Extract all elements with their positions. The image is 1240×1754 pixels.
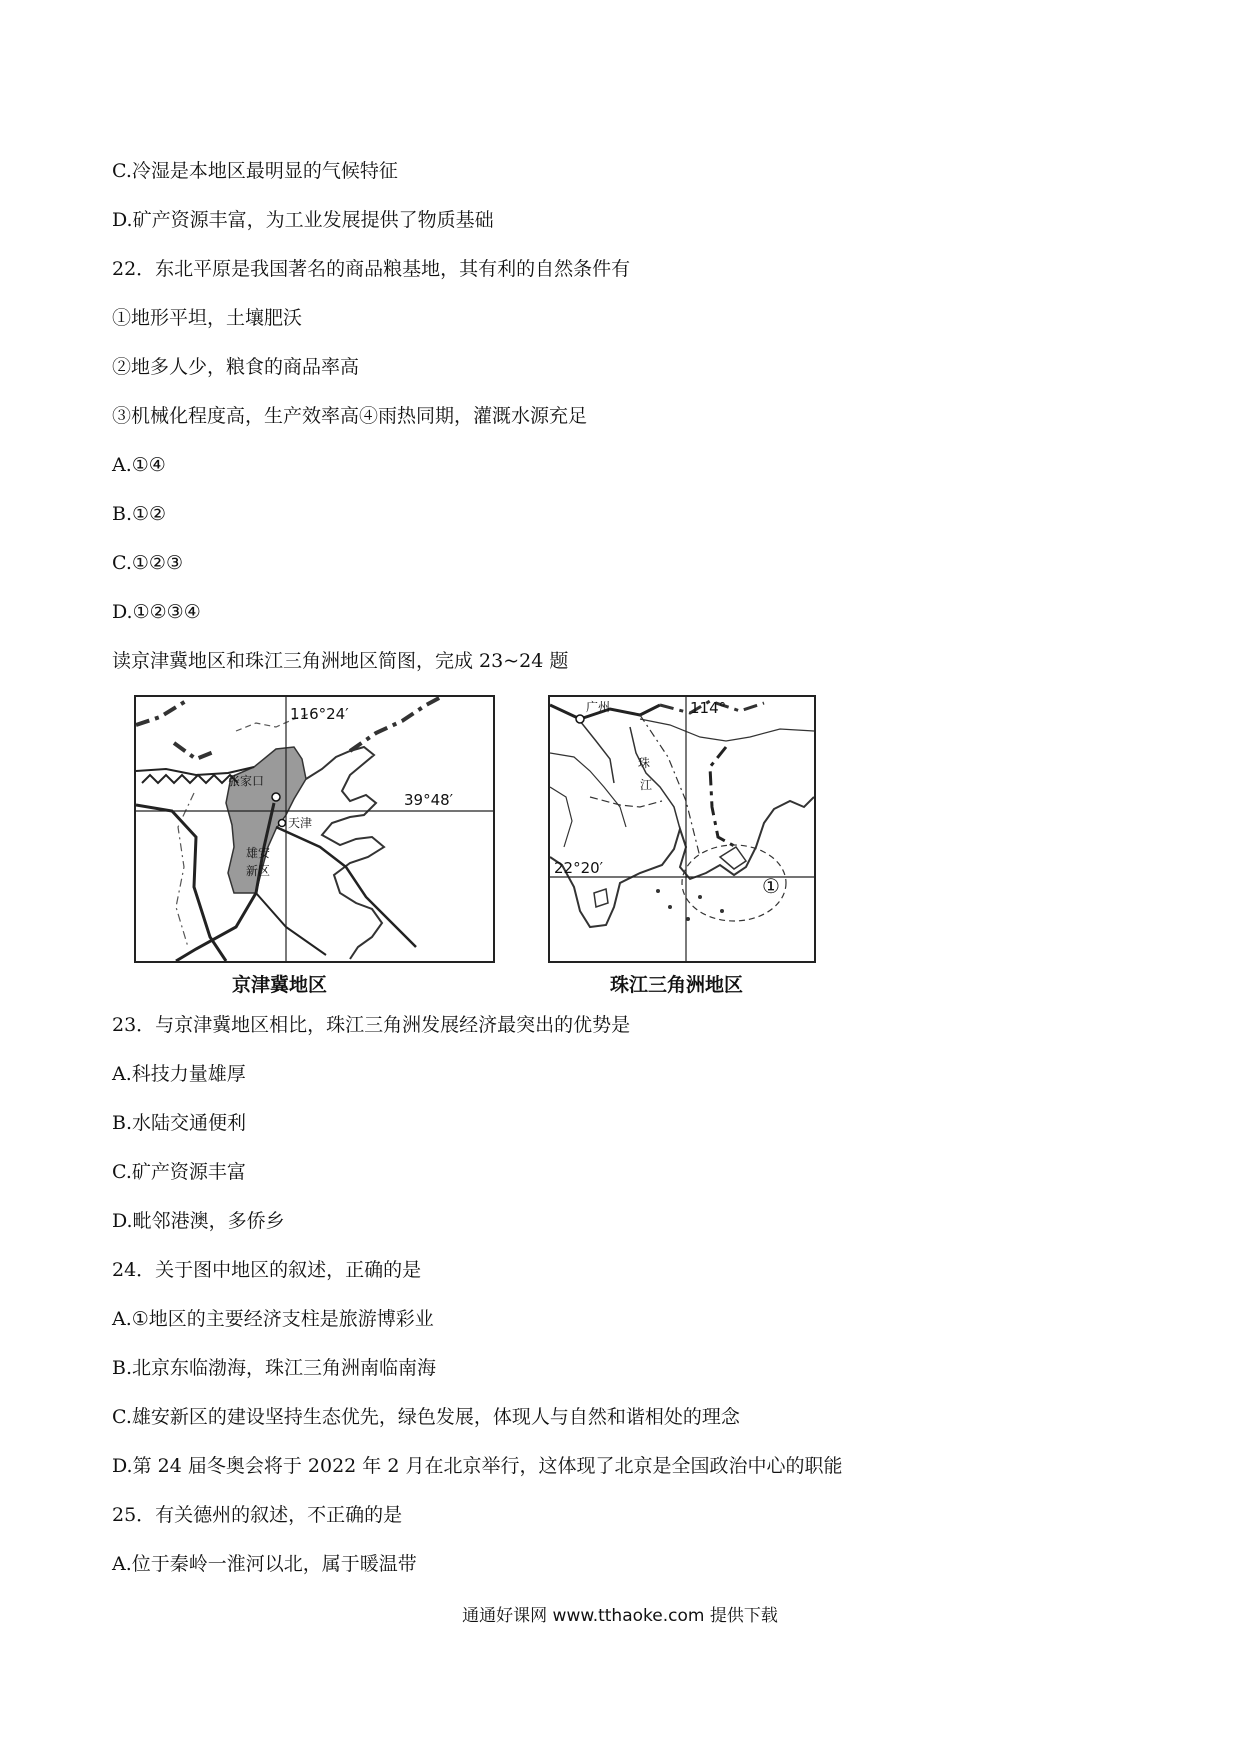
island	[720, 847, 746, 869]
caption-pearl-river-delta: 珠江三角洲地区	[610, 974, 744, 996]
tianjin-marker	[279, 820, 286, 827]
caption-jingjinji: 京津冀地区	[232, 974, 328, 996]
option-22-a: A.①④	[112, 454, 166, 476]
railway	[276, 827, 416, 947]
option-23-a: A.科技力量雄厚	[112, 1063, 246, 1085]
island-dot	[698, 895, 702, 899]
river-branch	[550, 787, 572, 847]
statement-3-4: ③机械化程度高，生产效率高④雨热同期，灌溉水源充足	[112, 405, 588, 427]
latitude-label: 39°48′	[404, 791, 454, 809]
statement-2: ②地多人少，粮食的商品率高	[112, 356, 360, 378]
option-25-a: A.位于秦岭一淮河以北，属于暖温带	[112, 1553, 417, 1575]
marker-1-label: ①	[762, 874, 780, 898]
option-23-c: C.矿产资源丰富	[112, 1161, 246, 1183]
label-zhujiang-1: 珠	[638, 756, 651, 770]
pearl-river	[630, 727, 680, 829]
option-23-b: B.水陆交通便利	[112, 1112, 247, 1134]
option-23-d: D.毗邻港澳，多侨乡	[112, 1210, 285, 1232]
longitude-label: 114°	[690, 699, 727, 717]
boundary-line	[350, 697, 441, 751]
option-24-a: A.①地区的主要经济支柱是旅游博彩业	[112, 1308, 434, 1330]
island-dot	[720, 909, 724, 913]
island-dot	[668, 905, 672, 909]
guangzhou-marker	[576, 715, 584, 723]
question-25: 25．有关德州的叙述，不正确的是	[112, 1504, 403, 1526]
option-21-c: C.冷湿是本地区最明显的气候特征	[112, 160, 398, 182]
river-branch	[580, 721, 614, 783]
question-24: 24．关于图中地区的叙述，正确的是	[112, 1259, 422, 1281]
label-zhangjiakou: 张家口	[228, 774, 265, 788]
label-zhujiang-2: 江	[640, 778, 653, 792]
option-21-d: D.矿产资源丰富，为工业发展提供了物质基础	[112, 209, 494, 231]
option-24-c: C.雄安新区的建设坚持生态优先，绿色发展，体现人与自然和谐相处的理念	[112, 1406, 740, 1428]
label-guangzhou: 广州	[586, 700, 611, 714]
option-24-b: B.北京东临渤海，珠江三角洲南临南海	[112, 1357, 437, 1379]
option-22-d: D.①②③④	[112, 601, 201, 623]
map-instruction: 读京津冀地区和珠江三角洲地区简图，完成 23~24 题	[112, 650, 569, 672]
option-22-c: C.①②③	[112, 552, 183, 574]
label-xiongan-1: 雄安	[246, 846, 271, 860]
great-wall-symbol	[142, 775, 238, 783]
longitude-label: 116°24′	[290, 705, 349, 723]
boundary-line	[590, 797, 662, 807]
boundary-line	[710, 747, 736, 847]
coastline	[306, 747, 384, 959]
label-tianjin: 天津	[288, 816, 313, 830]
option-22-b: B.①②	[112, 503, 167, 525]
boundary-line	[136, 701, 216, 759]
river-branch	[550, 753, 626, 827]
latitude-label: 22°20′	[554, 859, 604, 877]
question-22: 22．东北平原是我国著名的商品粮基地，其有利的自然条件有	[112, 258, 631, 280]
beijing-marker	[272, 793, 280, 801]
island	[594, 889, 608, 907]
map-jingjinji	[134, 695, 495, 963]
label-xiongan-2: 新区	[246, 864, 271, 878]
question-23: 23．与京津冀地区相比，珠江三角洲发展经济最突出的优势是	[112, 1014, 631, 1036]
map-pearl-river-delta	[548, 695, 816, 963]
island-dot	[656, 889, 660, 893]
river-branch	[640, 719, 814, 741]
option-24-d: D.第 24 届冬奥会将于 2022 年 2 月在北京举行，这体现了北京是全国政治中心的职能	[112, 1455, 843, 1477]
statement-1: ①地形平坦，土壤肥沃	[112, 307, 303, 329]
railway	[256, 893, 326, 955]
page-footer: 通通好课网 www.tthaoke.com 提供下载	[462, 1606, 778, 1626]
